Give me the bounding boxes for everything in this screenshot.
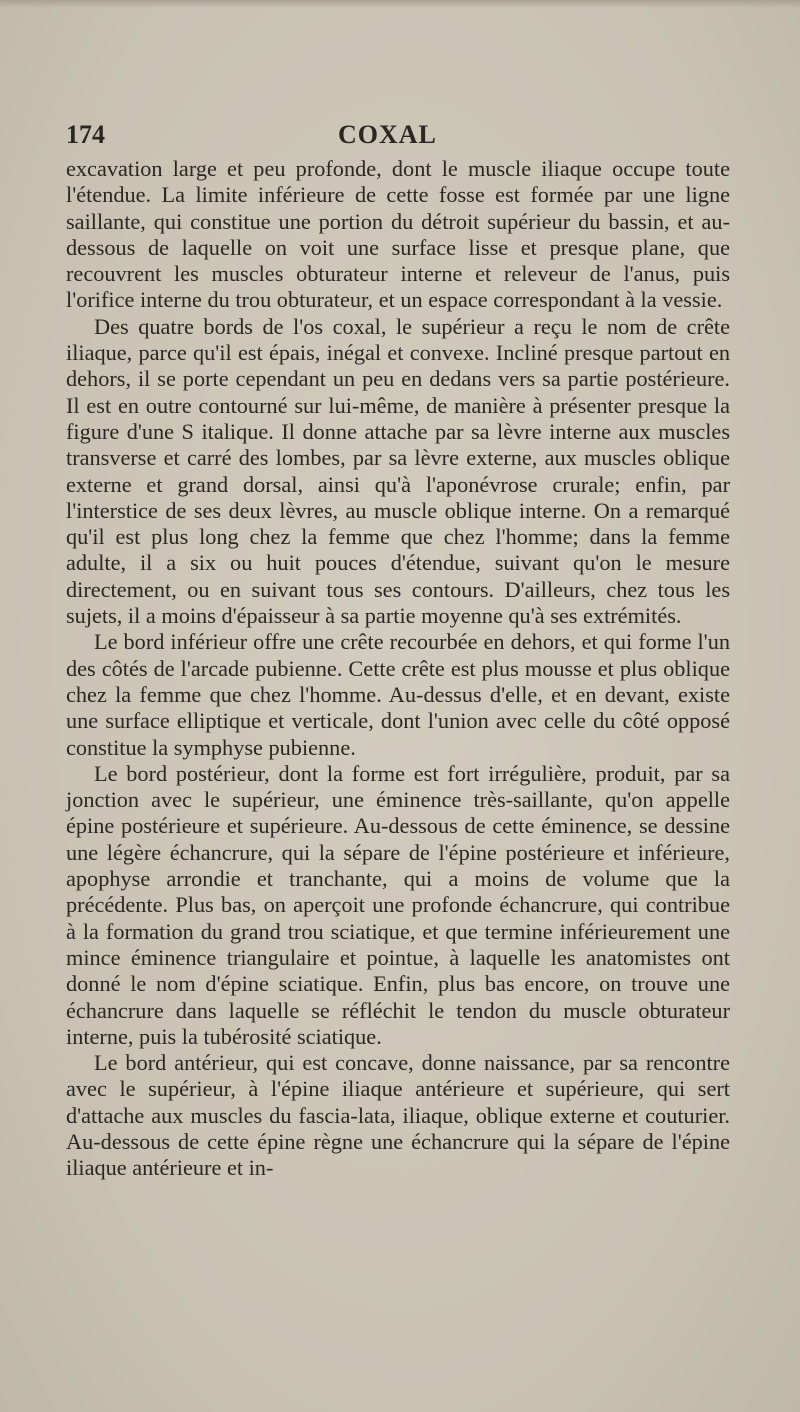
page-header [66,120,730,156]
page-number: 174 [66,120,105,149]
paragraph-2: Des quatre bords de l'os coxal, le supérieur a reçu le nom de crête iliaque, parce qu'il est épais, inégal et convexe. Incliné presque partout en dehors, il se porte cependant un peu en dedans vers sa partie postérieure. Il est en outre contourné sur lui-même, de manière à présenter presque la figure d'une S italique. Il donne attache par sa lèvre interne aux muscles transverse et carré des lombes, par sa lèvre externe, aux muscles oblique externe et grand dorsal, ainsi qu'à l'aponévrose crurale; enfin, par l'interstice de ses deux lèvres, au muscle oblique interne. On a remarqué qu'il est plus long chez la femme que chez l'homme; dans la femme adulte, il a six ou huit pouces d'étendue, suivant qu'on le mesure directement, ou en suivant tous ses contours. D'ailleurs, chez tous les sujets, il a moins d'épaisseur à sa partie moyenne qu'à ses extrémités. [66,313,730,629]
running-head: COXAL [338,120,437,149]
paragraph-5: Le bord antérieur, qui est concave, donne naissance, par sa rencontre avec le supérieur, à l'épine iliaque antérieure et supérieure, qui sert d'attache aux muscles du fascia-lata, iliaque, oblique externe et couturier. Au-dessous de cette épine règne une échancrure qui la sépare de l'épine iliaque antérieure et in- [66,1050,730,1181]
page-edge-shadow [0,0,800,8]
paragraph-1: excavation large et peu profonde, dont le muscle iliaque occupe toute l'étendue. La limite inférieure de cette fosse est formée par une ligne saillante, qui constitue une portion du détroit supérieur du bassin, et au-dessous de laquelle on voit une surface lisse et presque plane, que recouvrent les muscles obturateur interne et releveur de l'anus, puis l'orifice interne du trou obturateur, et un espace correspondant à la vessie. [66,156,730,313]
body-text [66,156,730,1182]
paragraph-3: Le bord inférieur offre une crête recourbée en dehors, et qui forme l'un des côtés de l'arcade pubienne. Cette crête est plus mousse et plus oblique chez la femme que chez l'homme. Au-dessus d'elle, et en devant, existe une surface elliptique et verticale, dont l'union avec celle du côté opposé constitue la symphyse pubienne. [66,629,730,760]
book-page [66,120,730,1182]
paragraph-4: Le bord postérieur, dont la forme est fort irrégulière, produit, par sa jonction avec le supérieur, une éminence très-saillante, qu'on appelle épine postérieure et supérieure. Au-dessous de cette éminence, se dessine une légère échancrure, qui la sépare de l'épine postérieure et inférieure, apophyse arrondie et tranchante, qui a moins de volume que la précédente. Plus bas, on aperçoit une profonde échancrure, qui contribue à la formation du grand trou sciatique, et que termine inférieurement une mince éminence triangulaire et pointue, à laquelle les anatomistes ont donné le nom d'épine sciatique. Enfin, plus bas encore, on trouve une échancrure dans laquelle se réfléchit le tendon du muscle obturateur interne, puis la tubérosité sciatique. [66,760,730,1049]
